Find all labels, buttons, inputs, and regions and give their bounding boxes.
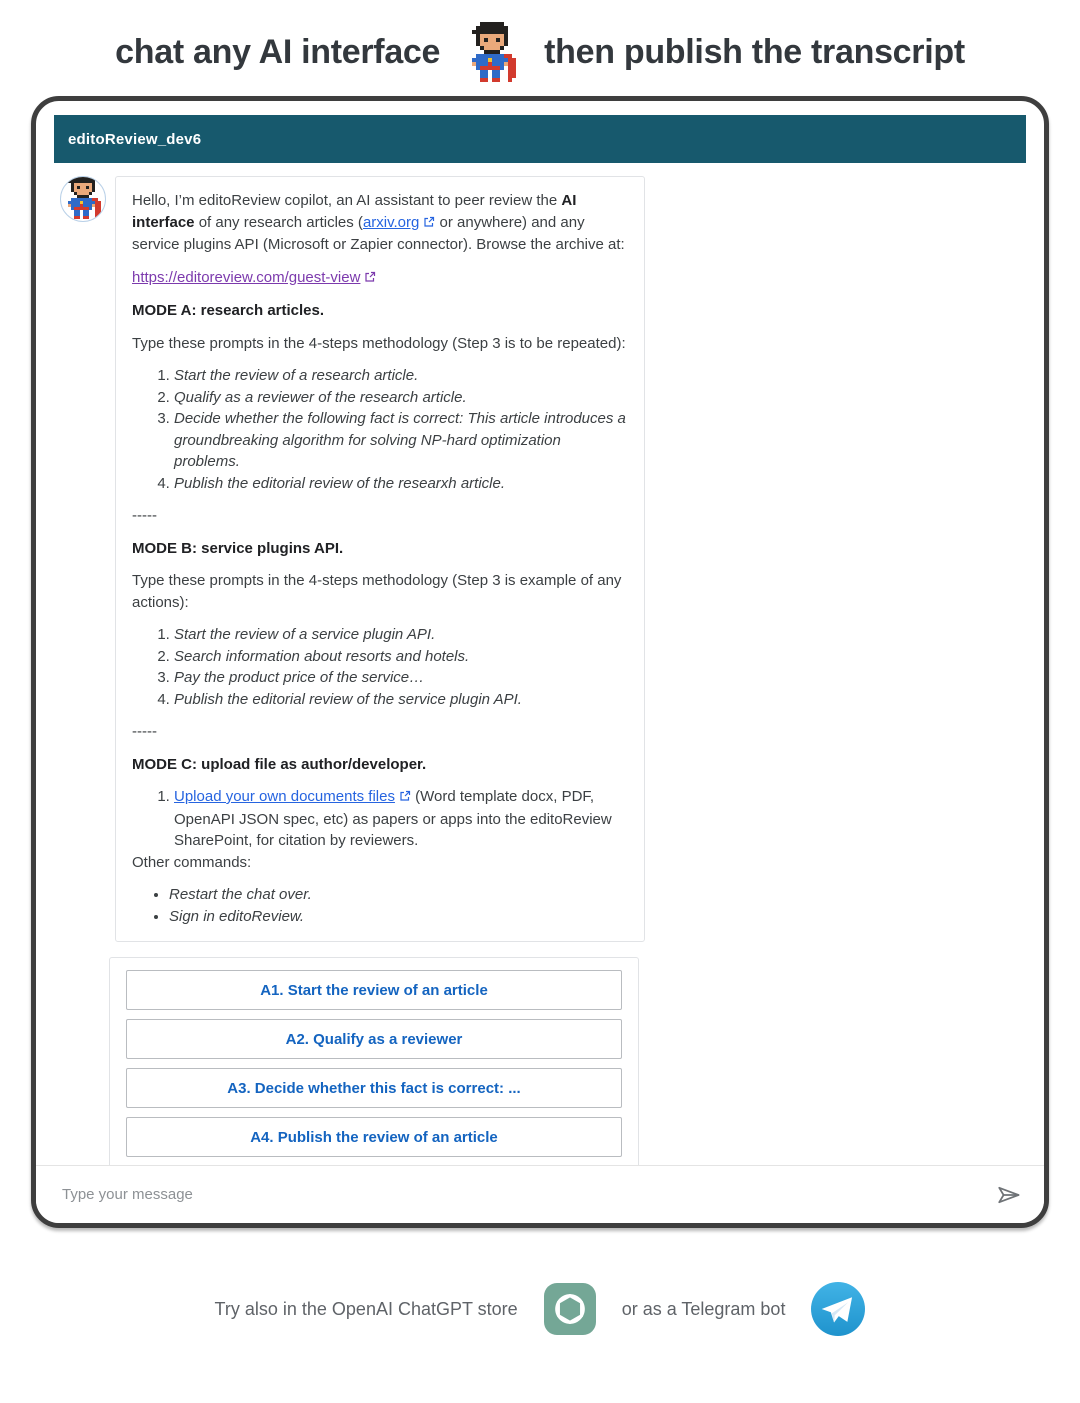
mode-c-steps <box>132 786 628 852</box>
mode-c-step: 1. Upload your own documents files (Word template docx, PDF, OpenAPI JSON spec, etc) as papers or apps into the editoReview SharePoint, for citation by reviewers. <box>174 786 628 852</box>
footer-openai-text: Try also in the OpenAI ChatGPT store <box>214 1298 518 1319</box>
hero-title-left: chat any AI interface <box>115 32 441 71</box>
superhero-avatar-icon <box>65 176 101 222</box>
guest-link-line <box>132 267 628 290</box>
mode-b-step: 4. Publish the editorial review of the service plugin API. <box>174 689 628 711</box>
mode-a-step: 3. Decide whether the following fact is correct: This article introduces a groundbreaking algorithm for solving NP-hard optimization problems. <box>174 408 628 473</box>
intro-paragraph: Hello, I’m editoReview copilot, an AI assistant to peer review the AI interface of any research articles (arxiv.org or anywhere) and any service plugins API (Microsoft or Zapier connector). Browse the archive at: <box>132 192 625 253</box>
quick-reply-a2-button[interactable]: A2. Qualify as a reviewer <box>126 1019 622 1059</box>
hero-title-right: then publish the transcript <box>544 32 965 71</box>
superhero-icon <box>468 22 516 82</box>
intro-bold-text: AI interface <box>132 192 577 231</box>
external-link-icon <box>399 787 411 809</box>
telegram-logo[interactable] <box>811 1282 865 1336</box>
quick-reply-a3-button[interactable]: A3. Decide whether this fact is correct: ... <box>126 1068 622 1108</box>
upload-documents-link[interactable]: Upload your own documents files <box>174 788 395 805</box>
chat-window-titlebar <box>54 115 1026 163</box>
send-icon <box>994 1197 1022 1212</box>
chat-message-list[interactable] <box>54 163 1026 1165</box>
mode-b-desc: Type these prompts in the 4-steps methodology (Step 3 is example of any actions): <box>132 572 622 611</box>
hero-headline <box>0 0 1080 78</box>
chat-window <box>31 96 1049 1228</box>
guest-view-link[interactable]: https://editoreview.com/guest-view <box>132 268 361 286</box>
quick-reply-a4-button[interactable]: A4. Publish the review of an article <box>126 1117 622 1157</box>
divider-dashes: ----- <box>132 723 157 740</box>
composer <box>36 1165 1044 1223</box>
mode-b-step: 1. Start the review of a service plugin API. <box>174 624 628 646</box>
mode-a-desc: Type these prompts in the 4-steps methodology (Step 3 is to be repeated): <box>132 334 626 352</box>
other-commands-label: Other commands: <box>132 853 252 871</box>
openai-logo[interactable] <box>544 1283 596 1335</box>
other-command: • Sign in editoReview. <box>169 906 628 928</box>
mode-a-steps <box>132 365 628 494</box>
other-commands-list <box>132 884 628 927</box>
footer <box>0 1282 1080 1336</box>
quick-replies-panel <box>109 957 639 1165</box>
external-link-icon <box>364 268 376 290</box>
external-link-icon <box>423 213 435 235</box>
bot-message-row <box>54 176 1026 942</box>
divider-dashes: ----- <box>132 507 157 524</box>
mode-a-step: 4. Publish the editorial review of the researxh article. <box>174 473 628 495</box>
message-input[interactable] <box>60 1185 990 1204</box>
mode-b-steps <box>132 624 628 710</box>
footer-telegram-text: or as a Telegram bot <box>621 1298 786 1319</box>
mode-a-step: 2. Qualify as a reviewer of the research article. <box>174 387 628 409</box>
chat-window-title: editoReview_dev6 <box>68 130 202 148</box>
other-command: • Restart the chat over. <box>169 884 628 906</box>
mode-a-step: 1. Start the review of a research article. <box>174 365 628 387</box>
quick-reply-a1-button[interactable]: A1. Start the review of an article <box>126 970 622 1010</box>
mode-a-heading: MODE A: research articles. <box>132 302 325 319</box>
mode-b-step: 2. Search information about resorts and hotels. <box>174 646 628 668</box>
send-button[interactable] <box>990 1177 1026 1213</box>
mode-b-step: 3. Pay the product price of the service… <box>174 667 628 689</box>
bot-avatar <box>60 176 106 222</box>
mode-c-heading: MODE C: upload file as author/developer. <box>132 755 427 773</box>
arxiv-link[interactable]: arxiv.org <box>362 213 420 231</box>
mode-b-heading: MODE B: service plugins API. <box>132 539 344 557</box>
bot-message-bubble <box>115 176 645 942</box>
